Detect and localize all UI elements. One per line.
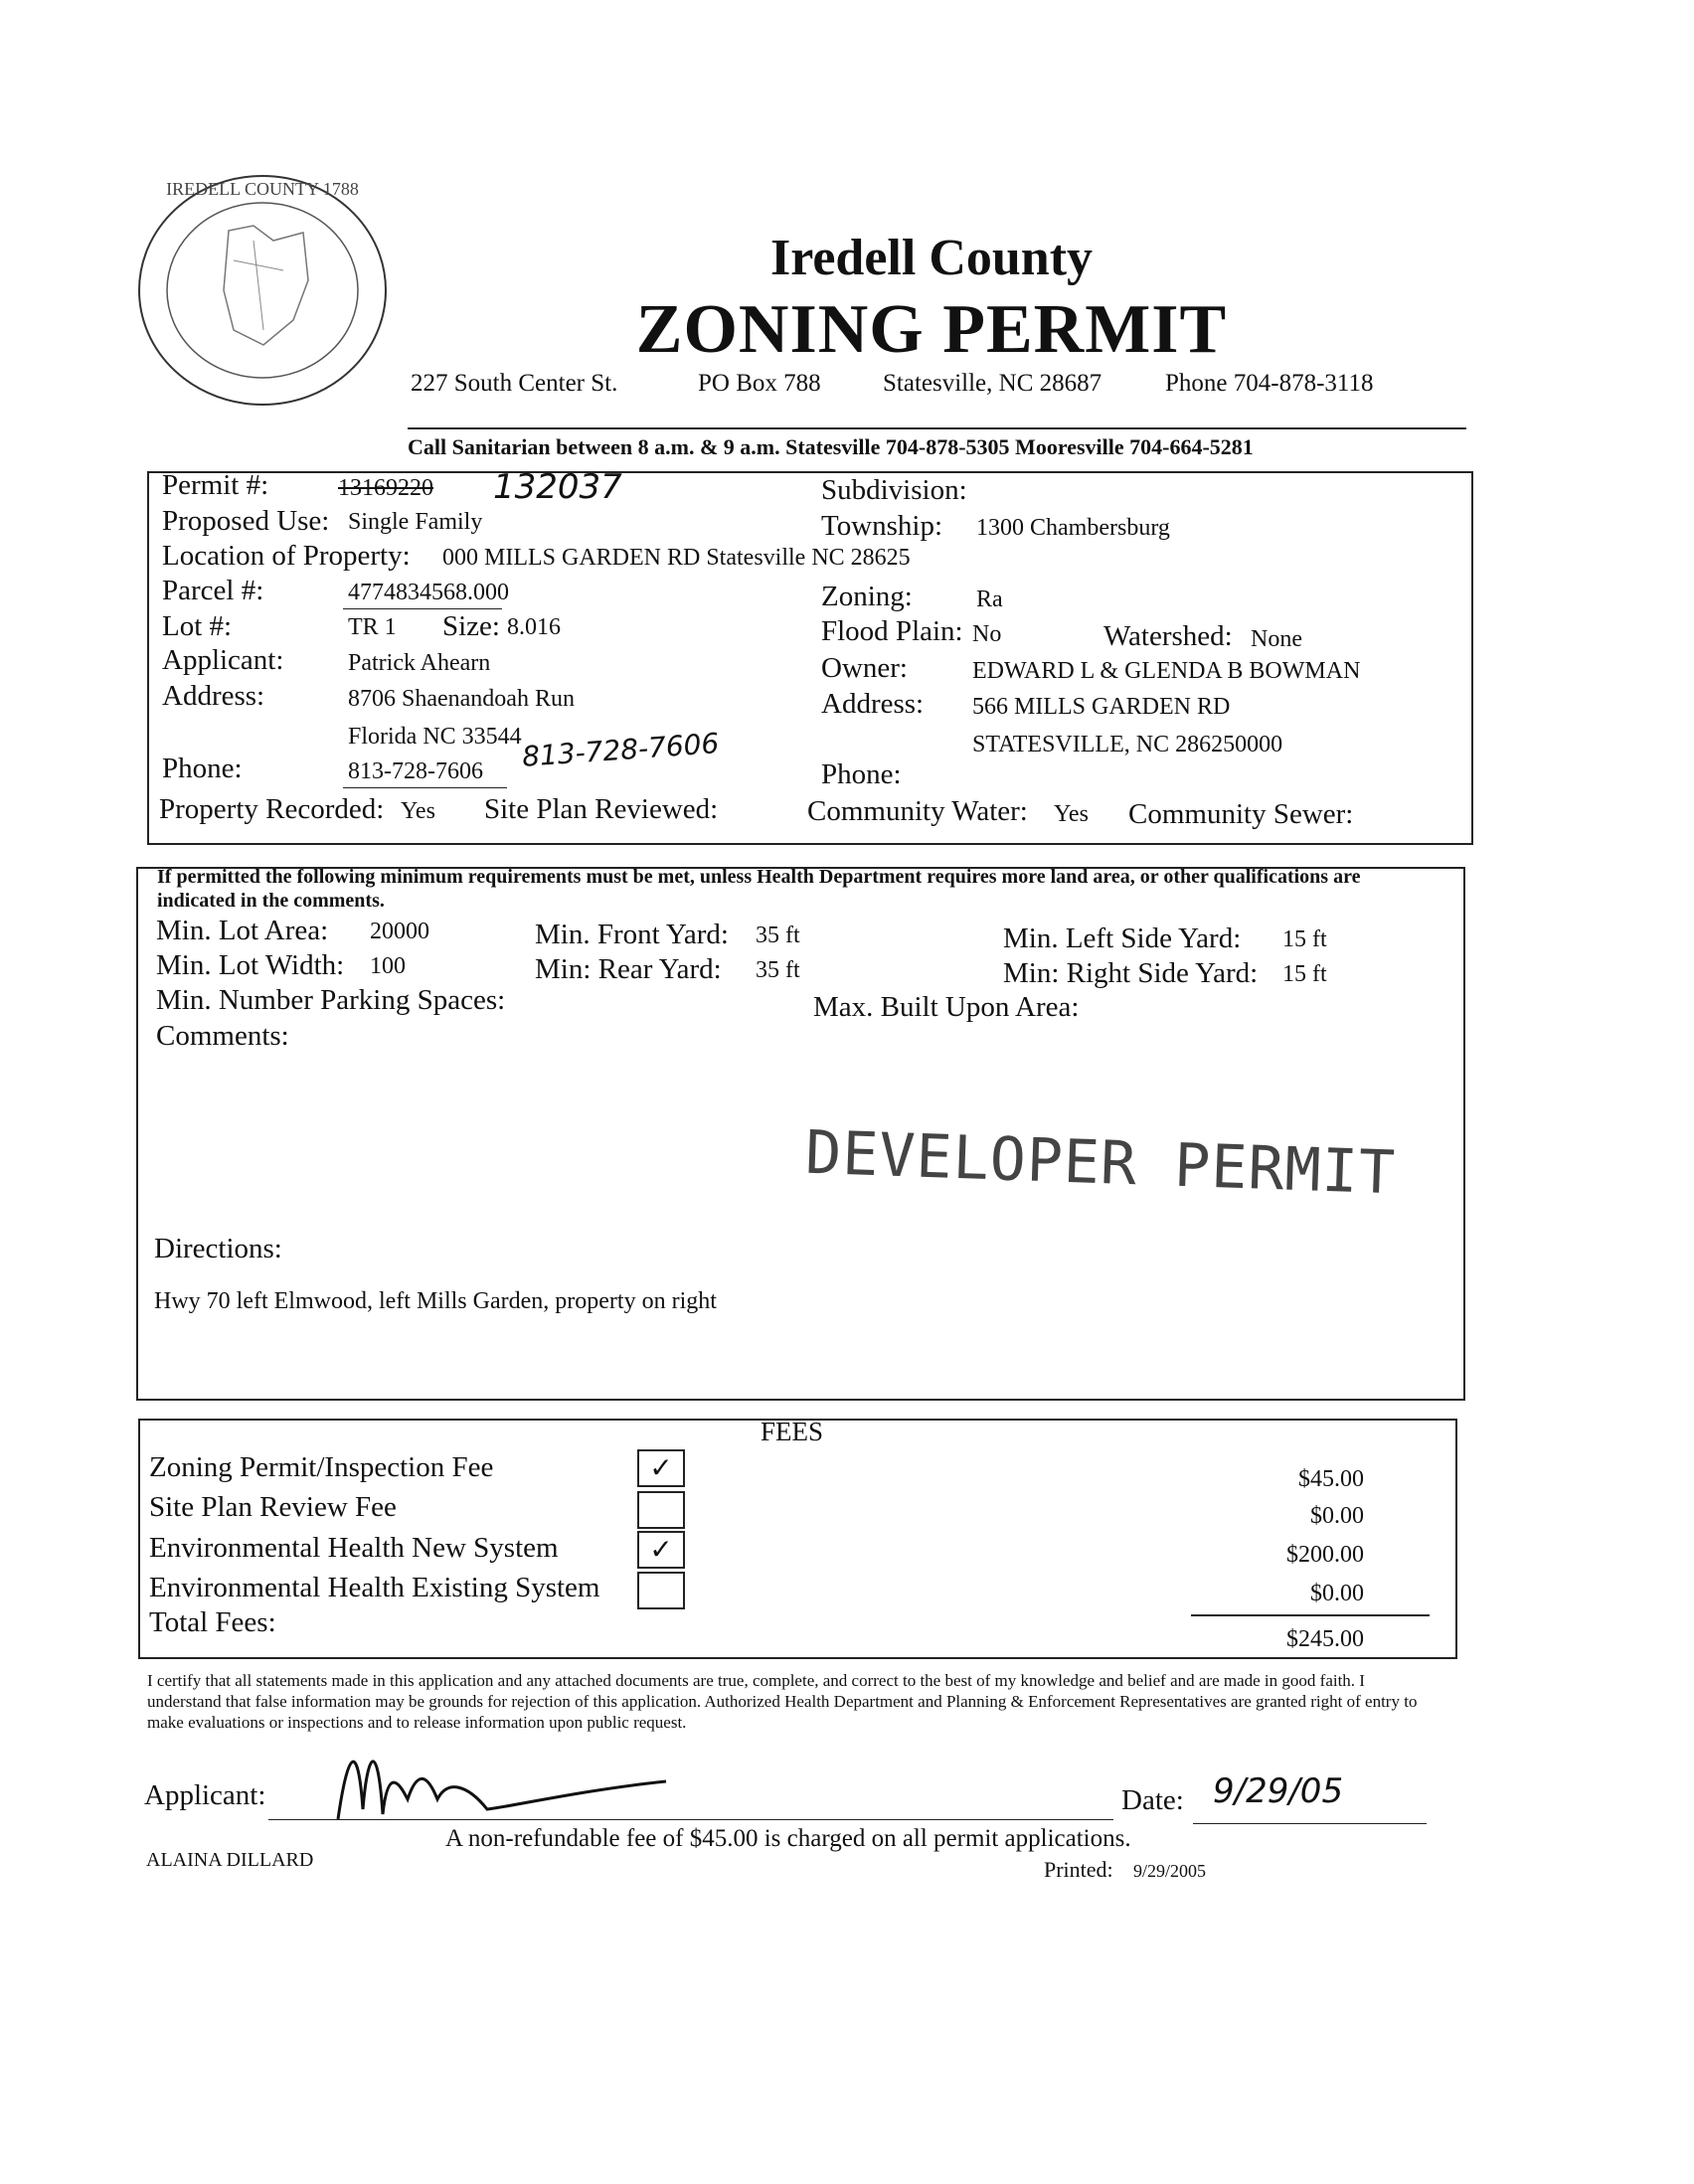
property-recorded-value: Yes (401, 798, 435, 824)
owner-label: Owner: (821, 652, 908, 684)
flood-plain-label: Flood Plain: (821, 615, 963, 647)
proposed-use-label: Proposed Use: (162, 505, 330, 537)
parcel-value: 4774834568.000 (348, 580, 509, 605)
min-rear-yard-value: 35 ft (756, 957, 800, 983)
owner-address-label: Address: (821, 688, 925, 720)
printed-date: 9/29/2005 (1133, 1861, 1207, 1881)
proposed-use: Single Family (348, 509, 483, 535)
fee-label-env-existing: Environmental Health Existing System (149, 1572, 600, 1603)
location-value: 000 MILLS GARDEN RD Statesville NC 28625 (442, 545, 911, 571)
phone-underline (343, 787, 507, 788)
min-right-side-yard-label: Min: Right Side Yard: (1003, 957, 1259, 989)
fee-label-site-plan: Site Plan Review Fee (149, 1491, 397, 1523)
community-water-label: Community Water: (807, 795, 1028, 827)
printed-label: Printed: (1044, 1857, 1113, 1882)
property-recorded-label: Property Recorded: (159, 793, 385, 825)
applicant-signature-label: Applicant: (144, 1779, 266, 1811)
min-lot-area-label: Min. Lot Area: (156, 915, 329, 946)
fee-checkbox-site-plan[interactable] (637, 1491, 685, 1529)
county-name: Iredell County (769, 230, 1094, 286)
applicant-address-line2: Florida NC 33544 (348, 724, 522, 750)
comments-label: Comments: (156, 1020, 289, 1052)
header-po-box: PO Box 788 (698, 370, 821, 397)
nonrefundable-note: A non-refundable fee of $45.00 is charged on all permit applications. (445, 1825, 1131, 1852)
permit-number-new: 132037 (493, 467, 622, 507)
header-phone: Phone 704-878-3118 (1165, 370, 1374, 397)
watershed-label: Watershed: (1103, 620, 1233, 652)
date-line (1193, 1823, 1427, 1824)
min-lot-width-value: 100 (370, 953, 406, 979)
fee-amount-zoning: $45.00 (1298, 1466, 1364, 1492)
owner-address-line2: STATESVILLE, NC 286250000 (972, 732, 1283, 757)
fee-checkbox-env-existing[interactable] (637, 1572, 685, 1609)
owner-address-line1: 566 MILLS GARDEN RD (972, 694, 1231, 720)
min-rear-yard-label: Min: Rear Yard: (535, 953, 722, 985)
fee-checkbox-env-new[interactable]: ✓ (637, 1531, 685, 1569)
applicant-label: Applicant: (162, 644, 284, 676)
lot-value: TR 1 (348, 614, 397, 640)
watershed-value: None (1251, 626, 1302, 652)
applicant-signature (328, 1730, 686, 1839)
directions-value: Hwy 70 left Elmwood, left Mills Garden, property on right (154, 1288, 717, 1314)
date-label: Date: (1121, 1784, 1184, 1816)
lot-label: Lot #: (162, 610, 233, 642)
total-fees-value: $245.00 (1286, 1626, 1364, 1652)
fee-checkbox-zoning[interactable]: ✓ (637, 1449, 685, 1487)
zoning-label: Zoning: (821, 581, 913, 612)
township-label: Township: (821, 510, 943, 542)
applicant-phone-handwritten: 813-728-7606 (521, 727, 721, 773)
applicant-address-label: Address: (162, 680, 265, 712)
call-sanitarian: Call Sanitarian between 8 a.m. & 9 a.m. Statesville 704-878-5305 Mooresville 704-664-5281 (408, 434, 1254, 459)
header-street: 227 South Center St. (411, 370, 618, 397)
developer-permit-stamp: DEVELOPER PERMIT (803, 1117, 1398, 1209)
clerk-name: ALAINA DILLARD (146, 1849, 314, 1871)
flood-plain-value: No (972, 621, 1002, 647)
subdivision-label: Subdivision: (821, 474, 967, 506)
min-front-yard-label: Min. Front Yard: (535, 919, 729, 950)
size-value: 8.016 (507, 614, 561, 640)
community-sewer-label: Community Sewer: (1128, 798, 1354, 830)
site-plan-reviewed-label: Site Plan Reviewed: (484, 793, 719, 825)
certification-text: I certify that all statements made in this application and any attached documents are true, complete, and correct to the best of my knowledge and belief and are made in good faith. I understand that false information may be grounds for rejection of this application. Authorized Health Department and Planning & Enforcement Representatives are granted right of entry to make evaluations or inspections and to release information upon public request. (147, 1671, 1418, 1732)
fees-title: FEES (761, 1417, 824, 1446)
zoning-value: Ra (976, 587, 1003, 612)
township-value: 1300 Chambersburg (976, 515, 1170, 541)
community-water-value: Yes (1054, 801, 1089, 827)
min-left-side-yard-label: Min. Left Side Yard: (1003, 923, 1242, 954)
page-title: ZONING PERMIT (635, 291, 1228, 368)
fee-label-env-new: Environmental Health New System (149, 1532, 559, 1564)
location-label: Location of Property: (162, 540, 411, 572)
date-value: 9/29/05 (1213, 1771, 1344, 1811)
fee-label-zoning: Zoning Permit/Inspection Fee (149, 1451, 494, 1483)
applicant-value: Patrick Ahearn (348, 650, 491, 676)
fee-amount-env-existing: $0.00 (1310, 1581, 1364, 1606)
fee-amount-env-new: $200.00 (1286, 1542, 1364, 1568)
applicant-phone-label: Phone: (162, 753, 243, 784)
min-right-side-yard-value: 15 ft (1282, 961, 1327, 987)
applicant-address-line1: 8706 Shaenandoah Run (348, 686, 575, 712)
min-lot-area-value: 20000 (370, 919, 429, 944)
min-parking-label: Min. Number Parking Spaces: (156, 984, 506, 1016)
header-rule (408, 427, 1466, 429)
parcel-label: Parcel #: (162, 575, 264, 606)
min-front-yard-value: 35 ft (756, 923, 800, 948)
owner-value: EDWARD L & GLENDA B BOWMAN (972, 658, 1361, 684)
header-city: Statesville, NC 28687 (883, 370, 1102, 397)
size-label: Size: (442, 610, 500, 642)
parcel-underline (343, 608, 502, 609)
permit-number-old: 13169220 (338, 475, 433, 501)
applicant-phone-value: 813-728-7606 (348, 758, 483, 784)
total-fees-label: Total Fees: (149, 1606, 276, 1638)
requirements-notice: If permitted the following minimum requirements must be met, unless Health Department requires more land area, or other qualifications are indicated in the comments. (157, 866, 1361, 912)
total-rule (1191, 1614, 1430, 1616)
owner-phone-label: Phone: (821, 758, 902, 790)
min-lot-width-label: Min. Lot Width: (156, 949, 345, 981)
directions-label: Directions: (154, 1233, 282, 1264)
fee-amount-site-plan: $0.00 (1310, 1503, 1364, 1529)
svg-text:IREDELL COUNTY 1788: IREDELL COUNTY 1788 (166, 179, 359, 199)
min-left-side-yard-value: 15 ft (1282, 926, 1327, 952)
max-built-area-label: Max. Built Upon Area: (813, 991, 1080, 1023)
permit-number-label: Permit #: (162, 469, 269, 501)
